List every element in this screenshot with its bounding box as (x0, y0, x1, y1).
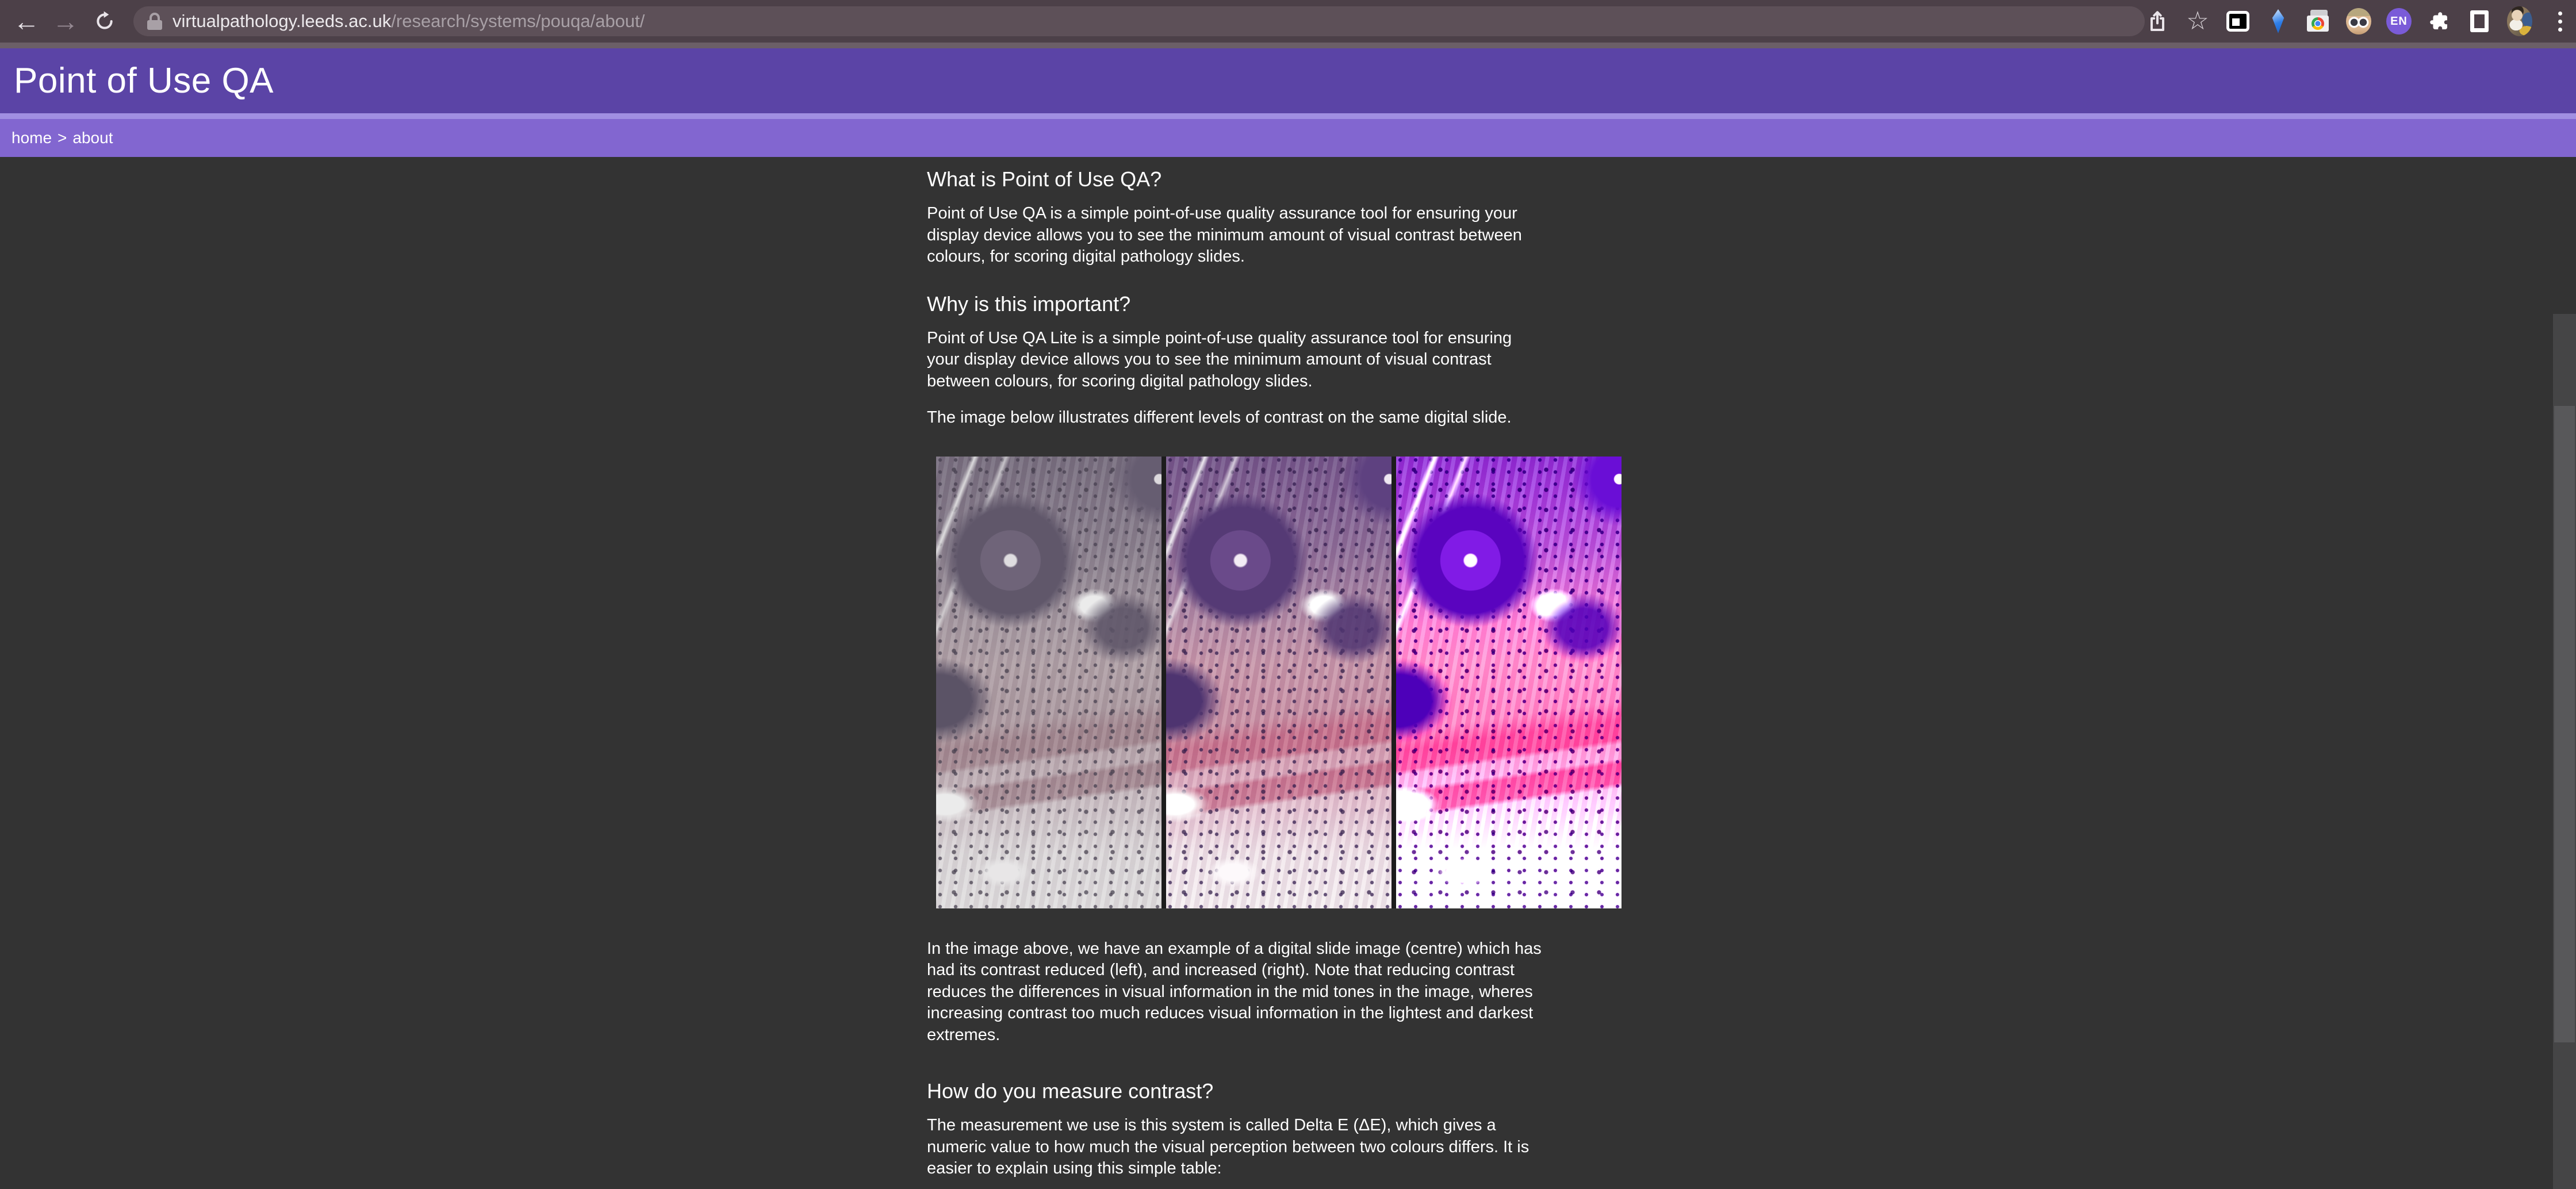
lock-icon[interactable] (147, 13, 162, 30)
puzzle-icon (2427, 9, 2451, 33)
site-header (0, 48, 2576, 113)
extension-sessions-button[interactable] (2306, 6, 2331, 36)
bookmark-button[interactable] (2185, 6, 2210, 36)
page-content (0, 157, 2576, 1189)
extension-translate-button[interactable] (2386, 6, 2412, 36)
en-language-badge: EN (2386, 8, 2412, 34)
paragraph: The measurement we use is this system is called Delta E (ΔE), which gives a numeric value to how much the visual perception between two colours differs. It is easier to explain using this simple table: (927, 1116, 1529, 1178)
url-bar[interactable] (133, 6, 2145, 36)
folder-chrome-icon (2306, 10, 2331, 33)
persona-avatar-icon (2346, 8, 2371, 34)
url-text[interactable] (172, 11, 645, 32)
paragraph: Point of Use QA Lite is a simple point-of-use quality assurance tool for ensuring your display device allows you to see the minimum amount of visual contrast between colours, for scoring digital pathology slides. (927, 328, 1512, 390)
scrollbar-thumb[interactable] (2554, 406, 2575, 1042)
toolbar-actions (2145, 6, 2573, 36)
breadcrumb-home-link[interactable]: home (12, 129, 52, 147)
side-panel-button[interactable] (2467, 6, 2492, 36)
vertical-scrollbar[interactable] (2553, 314, 2576, 1189)
page-title: Point of Use QA (14, 61, 274, 101)
extension-kite-button[interactable] (2266, 6, 2291, 36)
slide-panel-reduced-contrast (936, 457, 1162, 908)
paragraph: In the image above, we have an example of a digital slide image (centre) which has had its contrast reduced (left), and increased (right). Note that reducing contrast reduces the differences in visual information in the mid tones in the image, wheres increasing contrast too much reduces visual information in the lightest and darkest extremes. (927, 939, 1542, 1044)
extension-persona-button[interactable] (2346, 6, 2371, 36)
extensions-menu-button[interactable] (2426, 6, 2452, 36)
forward-button[interactable]: → (52, 6, 79, 36)
profile-avatar (2507, 6, 2532, 36)
browser-menu-button[interactable] (2547, 6, 2573, 36)
slide-panel-increased-contrast (1396, 457, 1621, 908)
paragraph: Point of Use QA is a simple point-of-use quality assurance tool for ensuring your display device allows you to see the minimum amount of visual contrast between colours, for scoring digital pathology slides. (927, 204, 1522, 266)
reload-icon (93, 10, 116, 33)
breadcrumb (0, 119, 2576, 157)
breadcrumb-about-link[interactable]: about (72, 129, 113, 147)
header-accent-strip (0, 113, 2576, 119)
share-icon (2146, 10, 2169, 33)
article-column (927, 157, 1621, 1180)
section-heading-measure-contrast: How do you measure contrast? (927, 1079, 1214, 1103)
paragraph: The image below illustrates different levels of contrast on the same digital slide. (927, 408, 1512, 427)
kebab-menu-icon (2558, 11, 2562, 32)
url-domain: virtualpathology.leeds.ac.uk (172, 11, 392, 31)
browser-toolbar (0, 0, 2576, 43)
url-path: /research/systems/pouqa/about/ (391, 11, 645, 31)
chrome-page-divider (0, 43, 2576, 48)
extension-pip-button[interactable] (2225, 6, 2251, 36)
kite-icon (2271, 9, 2286, 33)
slide-panel-normal-contrast (1166, 457, 1392, 908)
contrast-comparison-image (936, 457, 1621, 908)
reload-button[interactable] (92, 5, 117, 37)
star-icon: ☆ (2186, 7, 2209, 35)
picture-in-picture-icon (2226, 11, 2249, 32)
profile-button[interactable] (2507, 6, 2532, 36)
section-heading-why-important: Why is this important? (927, 292, 1131, 316)
share-button[interactable] (2145, 6, 2170, 36)
side-panel-icon (2470, 10, 2489, 32)
back-button[interactable]: ← (13, 6, 40, 36)
breadcrumb-separator: > (57, 129, 67, 147)
section-heading-what-is: What is Point of Use QA? (927, 167, 1162, 191)
